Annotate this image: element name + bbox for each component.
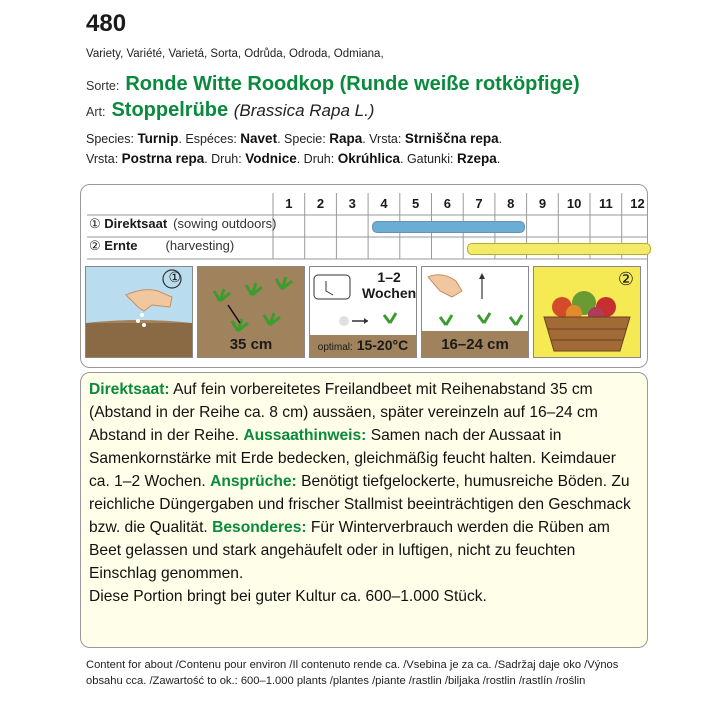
description-text xyxy=(89,378,639,608)
month-header: 5 xyxy=(412,196,420,211)
latin-name: (Brassica Rapa L.) xyxy=(233,101,375,120)
month-header: 10 xyxy=(566,196,582,211)
portion-text: Diese Portion bringt bei guter Kultur ca. 600–1.000 Stück. xyxy=(89,588,487,605)
species-lang-label: . Espéces: xyxy=(178,132,237,146)
aussaat-heading: Aussaathinweis: xyxy=(243,427,367,444)
species-lang-value: Navet xyxy=(240,131,278,146)
harvest-sub: (harvesting) xyxy=(165,238,235,253)
species-lang-label: Species: xyxy=(86,132,134,146)
species-lang-label: . Vrsta: xyxy=(362,132,402,146)
harvest-label: Ernte xyxy=(104,238,138,253)
germination-time xyxy=(362,269,416,301)
species-lang-label: . Druh: xyxy=(296,152,335,166)
aussaat-text: Samen nach der Aussaat in Samenkornstärke mit Erde bedecken, gleichmäßig feucht halten. Keimdauer ca. 1–2 Wochen. xyxy=(89,427,616,490)
month-header: 11 xyxy=(598,196,613,211)
species-lang-label: Vrsta: xyxy=(86,152,119,166)
illustration-harvest xyxy=(533,266,641,358)
species-lang-value: Rapa xyxy=(329,131,363,146)
harvest-marker: ② xyxy=(89,238,101,253)
species-lang-label: . Specie: xyxy=(277,132,326,146)
step-marker-2: ② xyxy=(617,269,634,289)
species-translations-1 xyxy=(86,131,502,146)
species-row xyxy=(86,99,374,122)
month-header: 3 xyxy=(348,196,356,211)
calendar-row-sowing xyxy=(89,216,276,232)
footer-line-1: Content for about /Contenu pour environ /Il contenuto rende ca. /Vsebina je za ca. /Sadržaj daje oko /Výnos xyxy=(86,659,619,671)
species-lang-label: . Gatunki: xyxy=(400,152,454,166)
product-number: 480 xyxy=(86,10,127,37)
month-header: 4 xyxy=(380,196,388,211)
content-footer xyxy=(86,657,646,689)
description-box xyxy=(80,372,648,648)
temp-value: 15-20°C xyxy=(356,337,409,353)
ansprueche-text: Benötigt tiefgelockerte, humusreiche Böden. Zu reichliche Düngergaben und frischer Stallmist beeinträchtigen den Geschmack bzw. die Qualität. xyxy=(89,473,631,536)
sowing-label: Direktsaat xyxy=(104,216,168,231)
calendar-bar-harvest xyxy=(467,243,651,255)
step-marker-1: ① xyxy=(168,269,181,285)
species-lang-value: Vodnice xyxy=(245,151,297,166)
sowing-calendar xyxy=(80,184,648,368)
month-header: 9 xyxy=(538,196,547,211)
calendar-bar-sowing xyxy=(372,221,525,233)
direktsaat-heading: Direktsaat: xyxy=(89,381,170,398)
illustration-sowing xyxy=(85,266,193,358)
species-lang-value: Turnip xyxy=(137,131,179,146)
illustration-germination xyxy=(309,266,417,358)
species-lang-label: . xyxy=(496,152,501,166)
species-translations-2 xyxy=(86,151,500,166)
temp-prefix: optimal: xyxy=(317,342,353,353)
month-header: 8 xyxy=(507,196,515,211)
variety-row xyxy=(86,73,580,96)
species-lang-value: Okrúhlica xyxy=(337,151,400,166)
calendar-row-harvest xyxy=(89,238,234,254)
germination-time-line2: Wochen xyxy=(362,285,417,301)
species-name: Stoppelrübe xyxy=(111,99,229,121)
variety-name: Ronde Witte Roodkop (Runde weiße rotköpfige) xyxy=(125,73,580,95)
month-header: 2 xyxy=(316,196,325,211)
month-header: 6 xyxy=(443,196,451,211)
besonderes-heading: Besonderes: xyxy=(212,519,307,536)
besonderes-text: Für Winterverbrauch werden die Rüben am Beet gelassen und stark angehäufelt oder in luftigen, nicht zu feuchten Einschlag genommen. xyxy=(89,519,610,582)
species-lang-label: . xyxy=(498,132,503,146)
sorte-label: Sorte: xyxy=(86,79,120,93)
species-lang-value: Postrna repa xyxy=(121,151,205,166)
optimal-temperature xyxy=(310,337,416,353)
month-header: 7 xyxy=(475,196,483,211)
sowing-sub: (sowing outdoors) xyxy=(173,216,277,231)
ansprueche-heading: Ansprüche: xyxy=(210,473,297,490)
footer-line-2: obsahu cca. /Zawartość to ok.: 600–1.000 plants /plantes /piante /rastlin /biljaka /rostlin /rastlín /roślin xyxy=(86,675,586,687)
species-lang-value: Strniščna repa xyxy=(404,131,499,146)
species-lang-value: Rzepa xyxy=(456,151,497,166)
thinning-spacing-label: 16–24 cm xyxy=(441,336,509,353)
sowing-marker: ① xyxy=(89,216,101,231)
illustration-spacing xyxy=(197,266,305,358)
month-header: 12 xyxy=(630,196,645,211)
variety-languages: Variety, Variété, Varietá, Sorta, Odrůda, Odroda, Odmiana, xyxy=(86,48,384,60)
illustration-thinning xyxy=(421,266,529,358)
species-lang-label: . Druh: xyxy=(204,152,242,166)
art-label: Art: xyxy=(86,105,106,119)
direktsaat-text: Auf fein vorbereitetes Freilandbeet mit Reihenabstand 35 cm (Abstand in der Reihe ca. 8 cm) aussäen, später vereinzeln auf 16–24 cm Abstand in der Reihe. xyxy=(89,381,598,444)
germination-time-line1: 1–2 xyxy=(377,269,401,285)
month-header: 1 xyxy=(285,196,293,211)
row-spacing-label: 35 cm xyxy=(229,336,273,353)
